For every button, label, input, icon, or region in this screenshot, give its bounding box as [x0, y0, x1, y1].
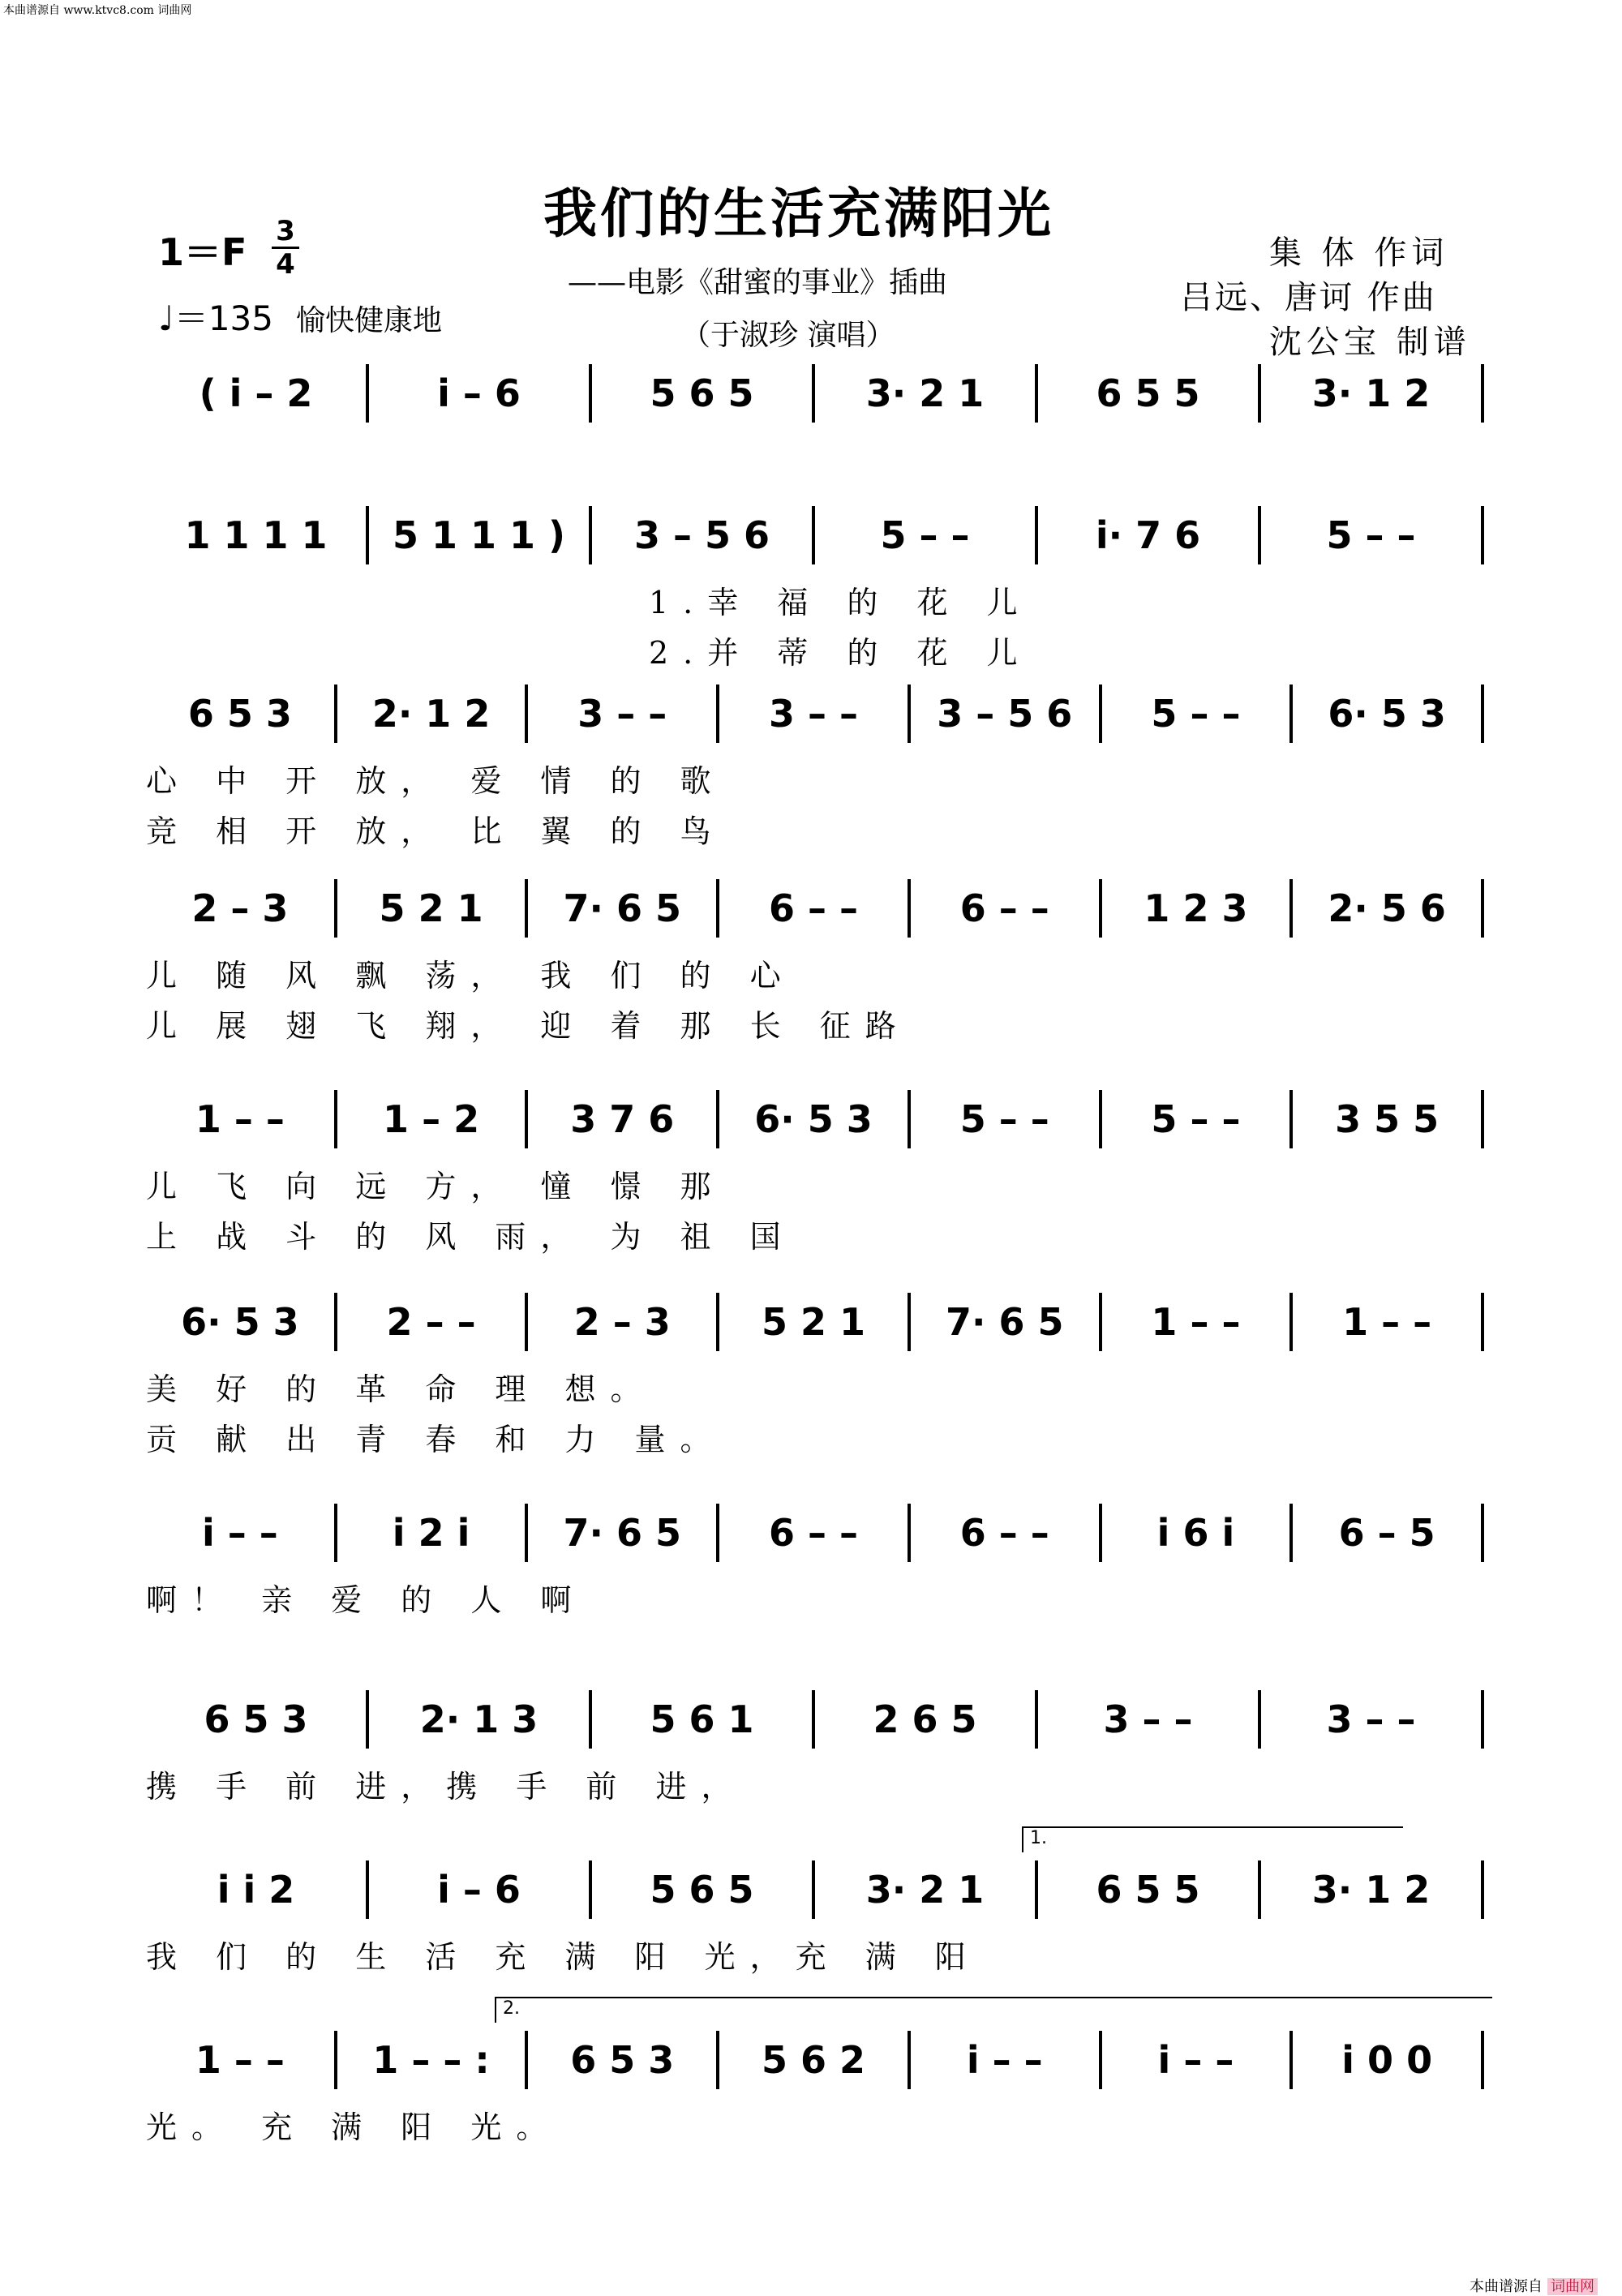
tempo-label: 愉快健康地: [295, 304, 442, 337]
score-line: [146, 503, 1484, 671]
measure: 3 – –: [768, 692, 859, 736]
lyrics-verse-1: 美 好 的 革 命 理 想。: [146, 1371, 656, 1407]
footer-brand-logo: 词曲网: [1547, 2278, 1598, 2295]
score-line: [146, 1087, 1484, 1255]
measure: 5 – –: [1151, 1097, 1241, 1141]
measure: i i 2: [217, 1868, 295, 1912]
measure: i – –: [1157, 2038, 1234, 2082]
key-signature: 1＝F: [158, 230, 247, 274]
measure: i 2 i: [392, 1511, 470, 1555]
site-watermark-top: 本曲谱源自 www.ktvc8.com 词曲网: [3, 4, 192, 17]
notes-row: [146, 503, 1484, 568]
notes-row: [146, 2028, 1484, 2092]
measure: 1 – 2: [383, 1097, 480, 1141]
time-signature: [272, 215, 299, 281]
measure: 5 – –: [959, 1097, 1049, 1141]
lyrics-verse-2: 上 战 斗 的 风 雨， 为 祖 国: [146, 1219, 796, 1255]
notes-row: [146, 1290, 1484, 1354]
measure: 7· 6 5: [563, 1511, 682, 1555]
tempo-marking: [158, 292, 442, 341]
measure: ( i – 2: [199, 371, 313, 415]
measure: 7· 6 5: [945, 1300, 1064, 1344]
measure: 6 – –: [959, 1511, 1049, 1555]
measure: 6· 5 3: [181, 1300, 299, 1344]
measure: 1 – –: [195, 2038, 285, 2082]
measure: 3 – –: [577, 692, 667, 736]
measure: 1 – –: [195, 1097, 285, 1141]
meter-top: 3: [276, 215, 295, 247]
measure: 3· 1 2: [1311, 371, 1431, 415]
bar-line: [1481, 1504, 1484, 1562]
measure: 7· 6 5: [563, 886, 682, 930]
measure: 1 – –: [1151, 1300, 1241, 1344]
bar-line: [1481, 506, 1484, 564]
measure: 3 7 6: [570, 1097, 675, 1141]
measure: i – –: [966, 2038, 1043, 2082]
measure: 3· 2 1: [865, 1868, 985, 1912]
bar-line: [1481, 1860, 1484, 1919]
notes-row: [146, 1500, 1484, 1565]
notes-row: [146, 1857, 1484, 1922]
measure: 3 – –: [1103, 1697, 1193, 1741]
measure: 6 5 3: [570, 2038, 675, 2082]
song-subtitle: ——电影《甜蜜的事业》插曲: [568, 266, 948, 299]
measure: i – 6: [437, 371, 521, 415]
notes-row: [146, 1087, 1484, 1152]
measure: 6 5 5: [1096, 371, 1200, 415]
bar-line: [1481, 1090, 1484, 1148]
arranger-credit: 沈公宝 制谱: [1269, 324, 1471, 361]
notes-row: [146, 361, 1484, 426]
measure: 6 – –: [959, 886, 1049, 930]
measure: 6 – 5: [1338, 1511, 1435, 1555]
singer-credit: （于淑珍 演唱）: [681, 319, 895, 352]
lyrics-verse-2: 儿 展 翅 飞 翔， 迎 着 那 长 征路: [146, 1008, 911, 1044]
lyrics-verse-2: 竞 相 开 放， 比 翼 的 鸟: [146, 813, 726, 849]
measure: i 6 i: [1156, 1511, 1235, 1555]
measure: 5 6 5: [650, 1868, 754, 1912]
score-line: [146, 681, 1484, 849]
measure: 3· 2 1: [865, 371, 985, 415]
measure: 6 – –: [768, 886, 859, 930]
measure: 5 6 1: [650, 1697, 754, 1741]
measure: 3 5 5: [1335, 1097, 1440, 1141]
meter-bottom: 4: [276, 248, 295, 281]
bar-line: [1481, 364, 1484, 423]
volta-bracket: 1.: [1022, 1826, 1403, 1852]
score-line: [146, 876, 1484, 1044]
measure: 5 2 1: [379, 886, 483, 930]
measure: 1 – – :: [372, 2038, 490, 2082]
measure: 5 2 1: [761, 1300, 866, 1344]
bar-line: [1481, 879, 1484, 938]
score-line: [146, 1998, 1484, 2190]
bar-line: [1481, 1293, 1484, 1351]
measure: 1 1 1 1: [184, 513, 328, 557]
measure: 5 1 1 1 ): [392, 513, 566, 557]
measure: 3 – 5 6: [633, 513, 770, 557]
measure: 6 5 3: [187, 692, 292, 736]
measure: 6· 5 3: [754, 1097, 873, 1141]
measure: 6 5 3: [204, 1697, 308, 1741]
song-title: 我们的生活充满阳光: [543, 182, 1054, 245]
measure: 6· 5 3: [1328, 692, 1446, 736]
measure: 2 – 3: [573, 1300, 671, 1344]
score-line: [146, 1828, 1484, 2019]
lyricist-credit: 集 体 作词: [1269, 234, 1449, 272]
lyrics-verse-1: 儿 随 风 飘 荡， 我 们 的 心: [146, 958, 796, 994]
measure: 5 – –: [880, 513, 970, 557]
measure: i 0 0: [1341, 2038, 1433, 2082]
lyrics-verse-1: 心 中 开 放， 爱 情 的 歌: [146, 763, 726, 799]
measure: 5 – –: [1326, 513, 1416, 557]
measure: 3· 1 2: [1311, 1868, 1431, 1912]
measure: 2 6 5: [873, 1697, 977, 1741]
tempo-value: ＝135: [174, 298, 273, 338]
notes-row: [146, 681, 1484, 746]
score-line: [146, 1290, 1484, 1457]
quarter-note-icon: ♩: [158, 298, 174, 338]
measure: 1 – –: [1342, 1300, 1432, 1344]
composer-credit: 吕远、唐诃 作曲: [1180, 279, 1437, 316]
measure: 2 – –: [386, 1300, 476, 1344]
measure: 2· 1 2: [371, 692, 491, 736]
lyrics-verse-1: 儿 飞 向 远 方， 憧 憬 那: [146, 1169, 726, 1204]
measure: i· 7 6: [1095, 513, 1201, 557]
lyrics-verse-1: 光。 充 满 阳 光。: [146, 2109, 562, 2145]
footer-source: 本曲谱源自: [1470, 2278, 1543, 2295]
score-line: [146, 361, 1484, 523]
measure: 5 – –: [1151, 692, 1241, 736]
lyrics-verse-1: 1.幸 福 的 花 儿: [649, 585, 1032, 620]
lyrics-verse-2: 贡 献 出 青 春 和 力 量。: [146, 1422, 726, 1457]
measure: 6 – –: [768, 1511, 859, 1555]
measure: 1 2 3: [1144, 886, 1248, 930]
measure: 5 6 5: [650, 371, 754, 415]
measure: 3 – –: [1326, 1697, 1416, 1741]
measure: 2· 5 6: [1328, 886, 1446, 930]
bar-line: [1481, 685, 1484, 743]
site-watermark-bottom: [1470, 2275, 1598, 2296]
bar-line: [1481, 2031, 1484, 2089]
notes-row: [146, 876, 1484, 941]
lyrics-verse-1: 我 们 的 生 活 充 满 阳 光，充 满 阳: [146, 1939, 980, 1975]
measure: 6 5 5: [1096, 1868, 1200, 1912]
score-line: [146, 1687, 1484, 1849]
measure: 3 – 5 6: [937, 692, 1073, 736]
score-line: [146, 1500, 1484, 1663]
measure: 5 6 2: [761, 2038, 866, 2082]
volta-bracket: 2.: [495, 1997, 1492, 2023]
measure: 2· 1 3: [419, 1697, 539, 1741]
notes-row: [146, 1687, 1484, 1752]
lyrics-verse-1: 啊！ 亲 爱 的 人 啊: [146, 1582, 586, 1618]
measure: 2 – 3: [191, 886, 289, 930]
lyrics-verse-1: 携 手 前 进，携 手 前 进，: [146, 1769, 747, 1805]
bar-line: [1481, 1690, 1484, 1749]
measure: i – 6: [437, 1868, 521, 1912]
lyrics-verse-2: 2.并 蒂 的 花 儿: [649, 635, 1032, 671]
measure: i – –: [201, 1511, 278, 1555]
